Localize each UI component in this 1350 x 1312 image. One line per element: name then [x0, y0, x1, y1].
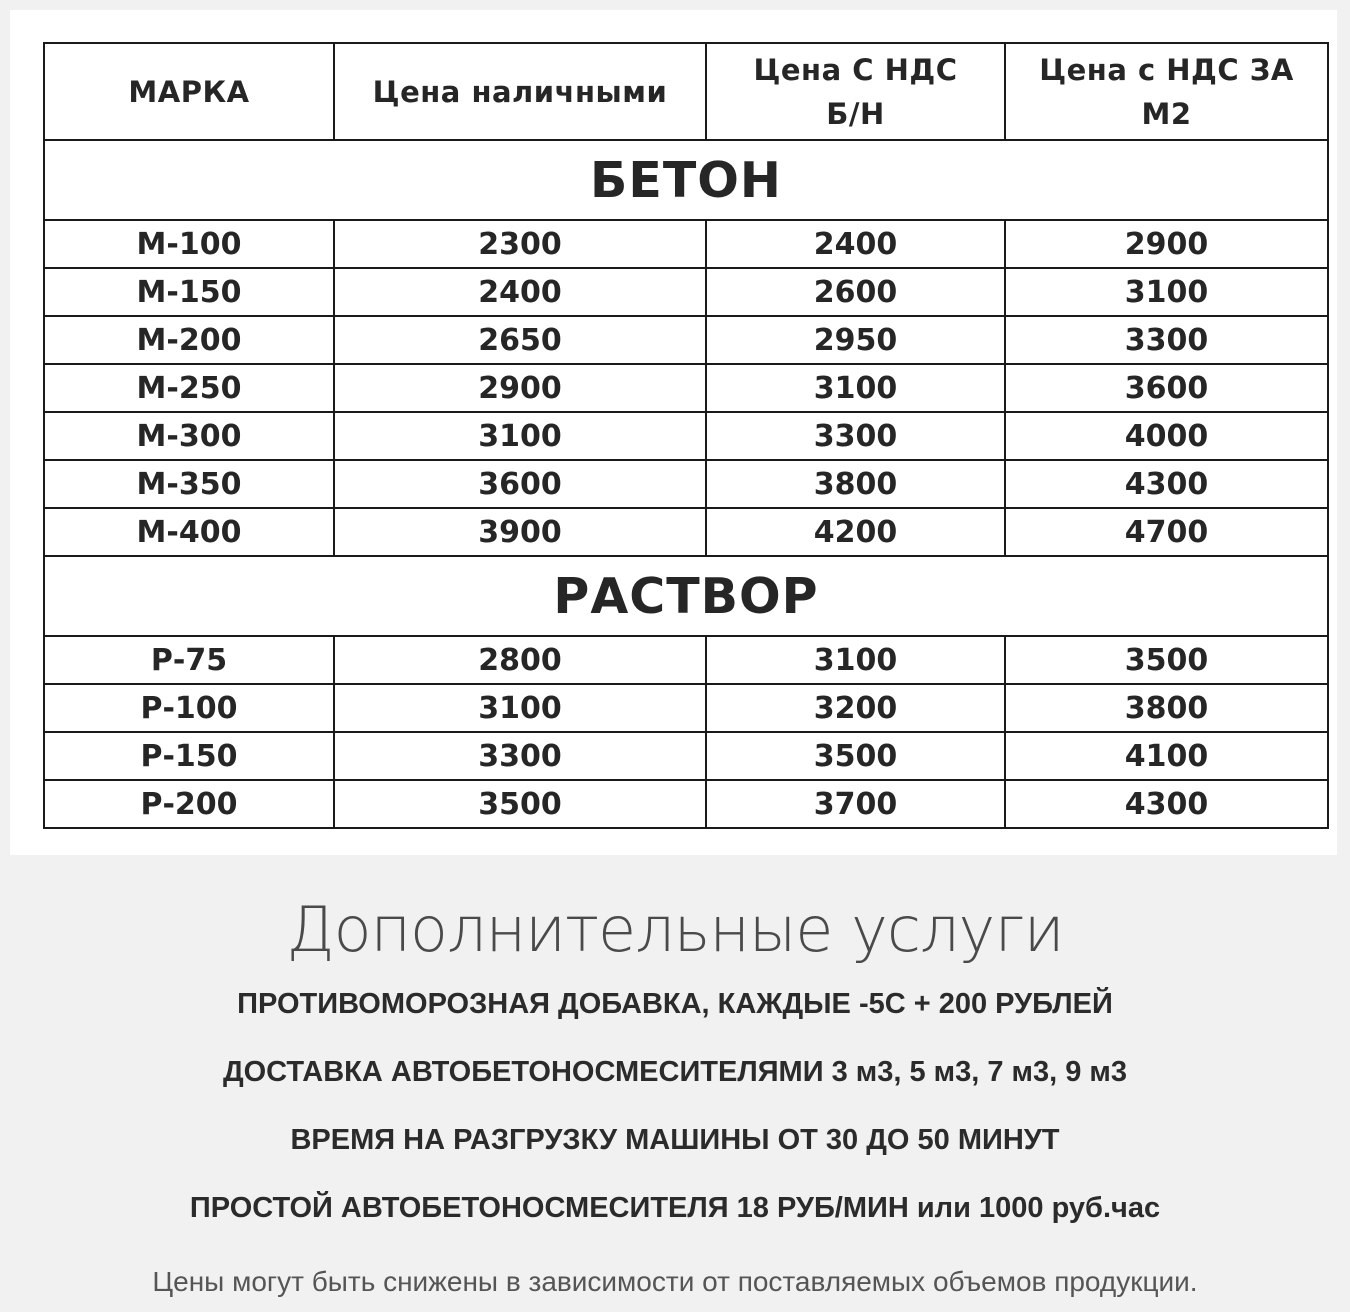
grade-cell: М-250 — [44, 364, 334, 412]
price-cell: 3500 — [334, 780, 706, 828]
service-item: ПРОТИВОМОРОЗНАЯ ДОБАВКА, КАЖДЫЕ -5С + 200 РУБЛЕЙ — [237, 988, 1113, 1020]
price-cell: 2400 — [706, 220, 1005, 268]
grade-cell: Р-100 — [44, 684, 334, 732]
grade-cell: Р-75 — [44, 636, 334, 684]
price-cell: 2900 — [334, 364, 706, 412]
price-cell: 3100 — [334, 412, 706, 460]
price-cell: 3300 — [334, 732, 706, 780]
price-cell: 3100 — [706, 364, 1005, 412]
section-title: РАСТВОР — [44, 556, 1328, 636]
grade-cell: М-150 — [44, 268, 334, 316]
price-cell: 3800 — [1005, 684, 1328, 732]
price-cell: 3700 — [706, 780, 1005, 828]
service-item: ДОСТАВКА АВТОБЕТОНОСМЕСИТЕЛЯМИ 3 м3, 5 м3, 7 м3, 9 м3 — [222, 1056, 1128, 1088]
grade-cell: М-350 — [44, 460, 334, 508]
price-cell: 3100 — [1005, 268, 1328, 316]
header-cash-price: Цена наличными — [334, 43, 706, 140]
table-row — [44, 732, 1328, 780]
table-row — [44, 636, 1328, 684]
price-cell: 4200 — [706, 508, 1005, 556]
price-cell: 3200 — [706, 684, 1005, 732]
table-row — [44, 780, 1328, 828]
price-table-image — [10, 10, 1337, 855]
table-header-row — [44, 43, 1328, 140]
price-cell: 4700 — [1005, 508, 1328, 556]
table-row — [44, 460, 1328, 508]
price-cell: 2650 — [334, 316, 706, 364]
price-cell: 2950 — [706, 316, 1005, 364]
price-cell: 2900 — [1005, 220, 1328, 268]
table-row — [44, 268, 1328, 316]
grade-cell: М-400 — [44, 508, 334, 556]
service-item: ВРЕМЯ НА РАЗГРУЗКУ МАШИНЫ ОТ 30 ДО 50 МИНУТ — [290, 1124, 1060, 1156]
table-row — [44, 684, 1328, 732]
price-cell: 2600 — [706, 268, 1005, 316]
grade-cell: Р-150 — [44, 732, 334, 780]
section-row — [44, 140, 1328, 220]
header-vat-price: Цена С НДС Б/Н — [706, 43, 1005, 140]
price-cell: 3100 — [334, 684, 706, 732]
table-row — [44, 412, 1328, 460]
table-row — [44, 364, 1328, 412]
grade-cell: М-300 — [44, 412, 334, 460]
price-cell: 4300 — [1005, 780, 1328, 828]
price-cell: 3300 — [1005, 316, 1328, 364]
additional-services — [0, 890, 1350, 1242]
table-row — [44, 220, 1328, 268]
table-row — [44, 508, 1328, 556]
price-cell: 3600 — [334, 460, 706, 508]
price-cell: 3600 — [1005, 364, 1328, 412]
header-vat-price-m2: Цена с НДС ЗА М2 — [1005, 43, 1328, 140]
price-cell: 3800 — [706, 460, 1005, 508]
price-cell: 4300 — [1005, 460, 1328, 508]
grade-cell: Р-200 — [44, 780, 334, 828]
section-row — [44, 556, 1328, 636]
price-cell: 3300 — [706, 412, 1005, 460]
table-row — [44, 316, 1328, 364]
price-note: Цены могут быть снижены в зависимости от поставляемых объемов продукции. — [152, 1266, 1198, 1297]
service-item: ПРОСТОЙ АВТОБЕТОНОСМЕСИТЕЛЯ 18 РУБ/МИН или 1000 руб.час — [189, 1192, 1161, 1224]
section-title: БЕТОН — [44, 140, 1328, 220]
grade-cell: М-200 — [44, 316, 334, 364]
price-cell: 3500 — [1005, 636, 1328, 684]
price-cell: 2300 — [334, 220, 706, 268]
price-cell: 3100 — [706, 636, 1005, 684]
price-cell: 2400 — [334, 268, 706, 316]
price-cell: 2800 — [334, 636, 706, 684]
price-cell: 4000 — [1005, 412, 1328, 460]
price-cell: 3900 — [334, 508, 706, 556]
services-title: Дополнительные услуги — [286, 893, 1064, 966]
header-grade: МАРКА — [44, 43, 334, 140]
price-cell: 3500 — [706, 732, 1005, 780]
table-body — [44, 140, 1328, 828]
price-table — [43, 42, 1329, 829]
grade-cell: М-100 — [44, 220, 334, 268]
price-cell: 4100 — [1005, 732, 1328, 780]
